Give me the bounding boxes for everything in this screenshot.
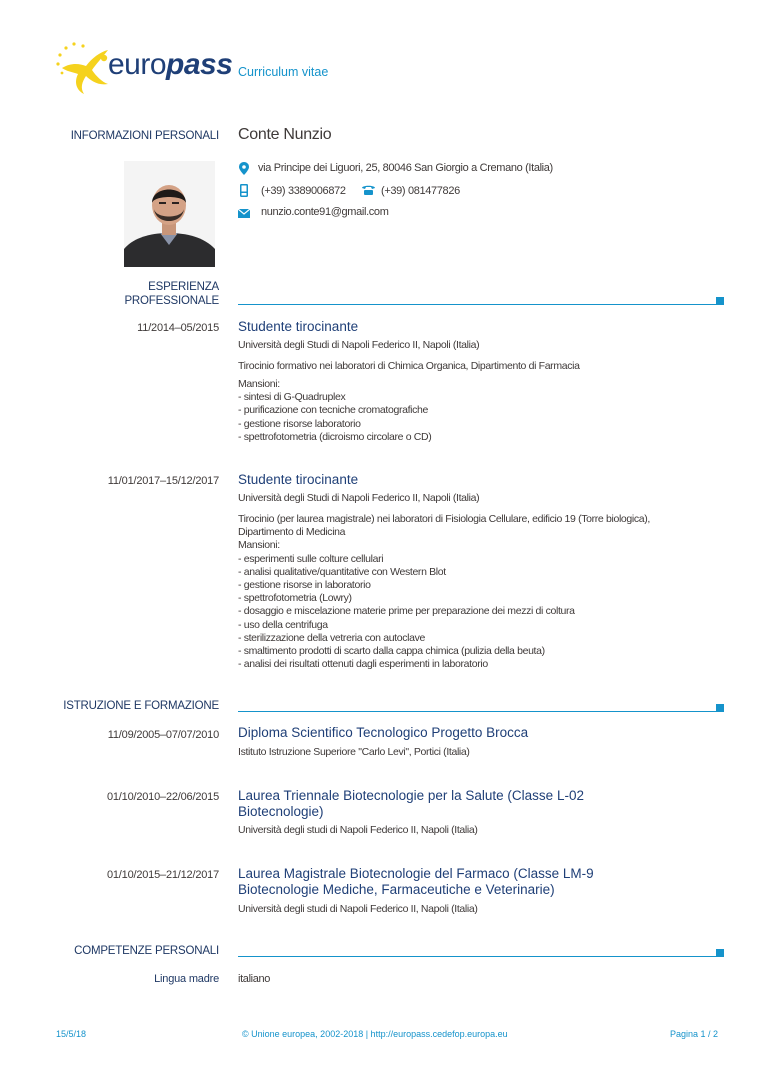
education-1-dates: 11/09/2005–07/07/2010 xyxy=(107,729,219,741)
experience-1-desc: Tirocinio formativo nei laboratori di Chimica Organica, Dipartimento di Farmacia xyxy=(238,360,580,372)
education-3-title: Laurea Magistrale Biotecnologie del Farmaco (Classe LM-9 Biotecnologie Mediche, Farmaceutiche e Veterinarie) xyxy=(238,866,594,897)
location-pin-icon xyxy=(239,162,249,175)
education-2-org: Università degli studi di Napoli Federico II, Napoli (Italia) xyxy=(238,824,478,836)
mobile-phone-icon xyxy=(240,184,248,197)
education-2-dates: 01/10/2010–22/06/2015 xyxy=(106,791,219,803)
experience-1-dates: 11/2014–05/2015 xyxy=(137,322,219,334)
europass-wordmark xyxy=(108,48,232,82)
mother-tongue-label: Lingua madre xyxy=(154,973,219,985)
phone-number: (+39) 081477826 xyxy=(381,185,460,197)
experience-2-dates: 11/01/2017–15/12/2017 xyxy=(107,475,219,487)
section-divider-education xyxy=(238,711,716,712)
section-label-experience xyxy=(20,280,219,308)
doc-title: Curriculum vitae xyxy=(238,65,329,79)
education-2-title: Laurea Triennale Biotecnologie per la Salute (Classe L-02 Biotecnologie) xyxy=(238,788,584,819)
section-label-experience-line2: PROFESSIONALE xyxy=(124,295,219,307)
experience-1-duties: Mansioni: - sintesi di G-Quadruplex - purificazione con tecniche cromatografiche - gestione risorse laboratorio - spettrofotometria (dicroismo circolare o CD) xyxy=(238,378,432,443)
email-text: nunzio.conte91@gmail.com xyxy=(261,206,389,218)
logo-text-pass: pass xyxy=(166,48,233,81)
education-1-title: Diploma Scientifico Tecnologico Progetto Brocca xyxy=(238,725,529,740)
section-label-personal: INFORMAZIONI PERSONALI xyxy=(70,130,219,142)
address-text: via Principe dei Liguori, 25, 80046 San Giorgio a Cremano (Italia) xyxy=(258,162,553,174)
section-label-skills: COMPETENZE PERSONALI xyxy=(74,945,219,957)
europass-logo xyxy=(52,40,233,96)
section-divider-skills xyxy=(238,956,716,957)
experience-1-title: Studente tirocinante xyxy=(238,319,359,334)
logo-text-euro: euro xyxy=(108,48,167,81)
footer-copyright: © Unione europea, 2002-2018 | http://europass.cedefop.europa.eu xyxy=(242,1029,508,1039)
experience-2-desc: Tirocinio (per laurea magistrale) nei laboratori di Fisiologia Cellulare, edificio 19 (Torre biologica), Dipartimento di Medicina Mansioni: - esperimenti sulle colture cellulari - analisi qualitative/quantitative con Western Blot - gestione risorse in laboratorio - spettrofotometria (Lowry) - dosaggio e miscelazione materie prime per preparazione dei mezzi di coltura - uso della centrifuga - sterilizzazione della vetreria con autoclave - smaltimento prodotti di scarto dalla cappa chimica (pulizia della beuta) - analisi dei risultati ottenuti dagli esperimenti in laboratorio xyxy=(238,513,650,671)
person-name: Conte Nunzio xyxy=(238,126,332,143)
section-divider-marker xyxy=(716,297,724,305)
section-label-experience-line1: ESPERIENZA xyxy=(148,281,219,293)
email-envelope-icon xyxy=(238,209,250,218)
mother-tongue-value: italiano xyxy=(238,973,271,985)
experience-1-org: Università degli Studi di Napoli Federico II, Napoli (Italia) xyxy=(238,339,480,351)
person-portrait xyxy=(124,161,215,267)
footer-date: 15/5/18 xyxy=(56,1029,87,1039)
experience-2-org: Università degli Studi di Napoli Federico II, Napoli (Italia) xyxy=(238,492,480,504)
education-3-org: Università degli studi di Napoli Federico II, Napoli (Italia) xyxy=(238,903,478,915)
section-label-education: ISTRUZIONE E FORMAZIONE xyxy=(63,700,219,712)
footer-page-number: Pagina 1 / 2 xyxy=(670,1029,719,1039)
section-divider-marker xyxy=(716,704,724,712)
experience-2-title: Studente tirocinante xyxy=(238,472,359,487)
education-3-dates: 01/10/2015–21/12/2017 xyxy=(106,869,219,881)
mobile-number: (+39) 3389006872 xyxy=(261,185,346,197)
profile-photo xyxy=(124,161,215,267)
telephone-icon xyxy=(362,185,375,195)
section-divider-marker xyxy=(716,949,724,957)
education-1-org: Istituto Istruzione Superiore "Carlo Levi", Portici (Italia) xyxy=(238,746,470,758)
europass-star-figure-icon xyxy=(52,40,112,96)
section-divider-experience xyxy=(238,304,716,305)
